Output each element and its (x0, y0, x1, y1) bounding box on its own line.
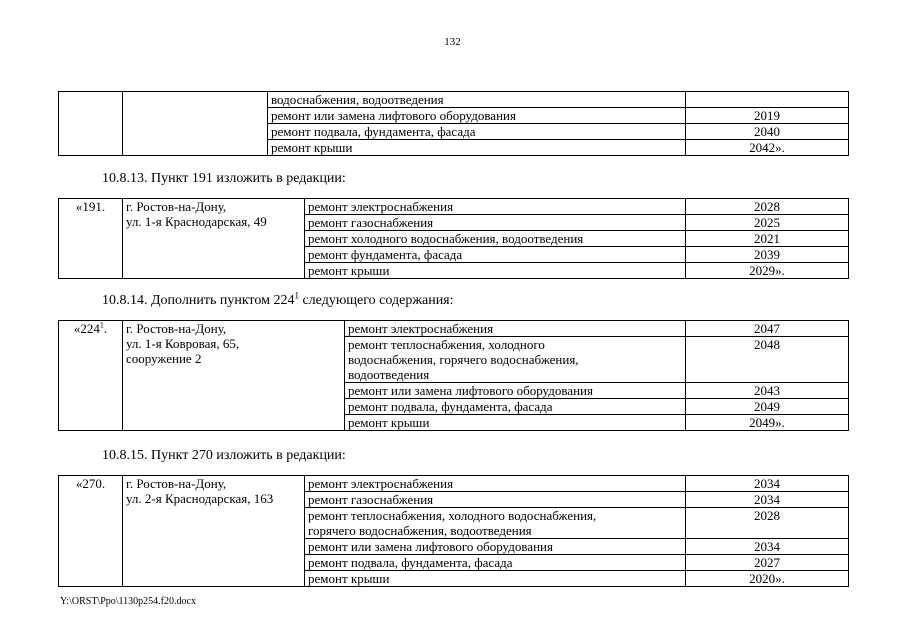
work-cell: ремонт электроснабжения (345, 321, 686, 337)
year-cell: 2047 (686, 321, 849, 337)
year-cell (686, 92, 849, 108)
address-line: г. Ростов-на-Дону, (126, 199, 227, 214)
work-cell: ремонт подвала, фундамента, фасада (305, 555, 686, 571)
table-item-191 (58, 198, 849, 279)
work-cell: ремонт или замена лифтового оборудования (345, 383, 686, 399)
year-cell: 2043 (686, 383, 849, 399)
address-line: ул. 2-я Краснодарская, 163 (126, 491, 274, 506)
address-cell (123, 199, 305, 279)
year-cell: 2020». (686, 571, 849, 587)
work-cell: ремонт подвала, фундамента, фасада (268, 124, 686, 140)
work-cell: ремонт крыши (345, 415, 686, 431)
work-cell: ремонт электроснабжения (305, 476, 686, 492)
year-cell: 2021 (686, 231, 849, 247)
address-cell (123, 476, 305, 587)
table-row (59, 321, 849, 337)
table-item-270 (58, 475, 849, 587)
year-cell: 2034 (686, 539, 849, 555)
address-line: сооружение 2 (126, 351, 202, 366)
year-cell: 2034 (686, 476, 849, 492)
work-cell: ремонт фундамента, фасада (305, 247, 686, 263)
work-cell: ремонт крыши (305, 571, 686, 587)
work-cell: ремонт электроснабжения (305, 199, 686, 215)
superscript: 1 (294, 290, 299, 301)
section-13-heading: 10.8.13. Пункт 191 изложить в редакции: (102, 171, 346, 186)
year-cell: 2029». (686, 263, 849, 279)
year-cell: 2034 (686, 492, 849, 508)
work-cell: ремонт теплоснабжения, холодного водоснабжения, горячего водоснабжения, водоотведения (305, 508, 686, 539)
year-cell: 2039 (686, 247, 849, 263)
table-row (59, 92, 849, 108)
item-number: «$224^1$. (59, 321, 123, 431)
work-cell: ремонт теплоснабжения, холодного водоснабжения, горячего водоснабжения, водоотведения (345, 337, 686, 383)
address-line: г. Ростов-на-Дону, (126, 476, 227, 491)
page-number: 132 (444, 36, 461, 48)
year-cell: 2027 (686, 555, 849, 571)
address-line: г. Ростов-на-Дону, (126, 321, 227, 336)
section-14-text: 10.8.14. Дополнить пунктом 224 (102, 293, 295, 308)
address-line: ул. 1-я Краснодарская, 49 (126, 214, 267, 229)
table-continuation (58, 91, 849, 156)
table-item-224-1 (58, 320, 849, 431)
table-row (59, 476, 849, 492)
section-14-text-end: следующего содержания: (298, 293, 454, 308)
work-cell: ремонт крыши (305, 263, 686, 279)
superscript: 1 (99, 320, 104, 330)
table-row (59, 199, 849, 215)
work-cell: ремонт холодного водоснабжения, водоотведения (305, 231, 686, 247)
year-cell: 2049». (686, 415, 849, 431)
address-cell (123, 321, 345, 431)
year-cell: 2049 (686, 399, 849, 415)
year-cell: 2040 (686, 124, 849, 140)
section-14-heading (102, 290, 454, 309)
work-cell: водоснабжения, водоотведения (268, 92, 686, 108)
number-cell (59, 92, 123, 156)
work-cell: ремонт газоснабжения (305, 215, 686, 231)
section-15-heading: 10.8.15. Пункт 270 изложить в редакции: (102, 448, 346, 463)
year-cell: 2048 (686, 337, 849, 383)
year-cell: 2028 (686, 199, 849, 215)
work-cell: ремонт или замена лифтового оборудования (268, 108, 686, 124)
year-cell: 2042». (686, 140, 849, 156)
item-number: «270. (59, 476, 123, 587)
work-cell: ремонт или замена лифтового оборудования (305, 539, 686, 555)
item-number: «191. (59, 199, 123, 279)
address-cell (123, 92, 268, 156)
year-cell: 2019 (686, 108, 849, 124)
work-cell: ремонт газоснабжения (305, 492, 686, 508)
work-cell: ремонт крыши (268, 140, 686, 156)
work-cell: ремонт подвала, фундамента, фасада (345, 399, 686, 415)
footer-file-path: Y:\ORST\Ppo\1130p254.f20.docx (60, 596, 196, 607)
year-cell: 2025 (686, 215, 849, 231)
address-line: ул. 1-я Ковровая, 65, (126, 336, 240, 351)
year-cell: 2028 (686, 508, 849, 539)
